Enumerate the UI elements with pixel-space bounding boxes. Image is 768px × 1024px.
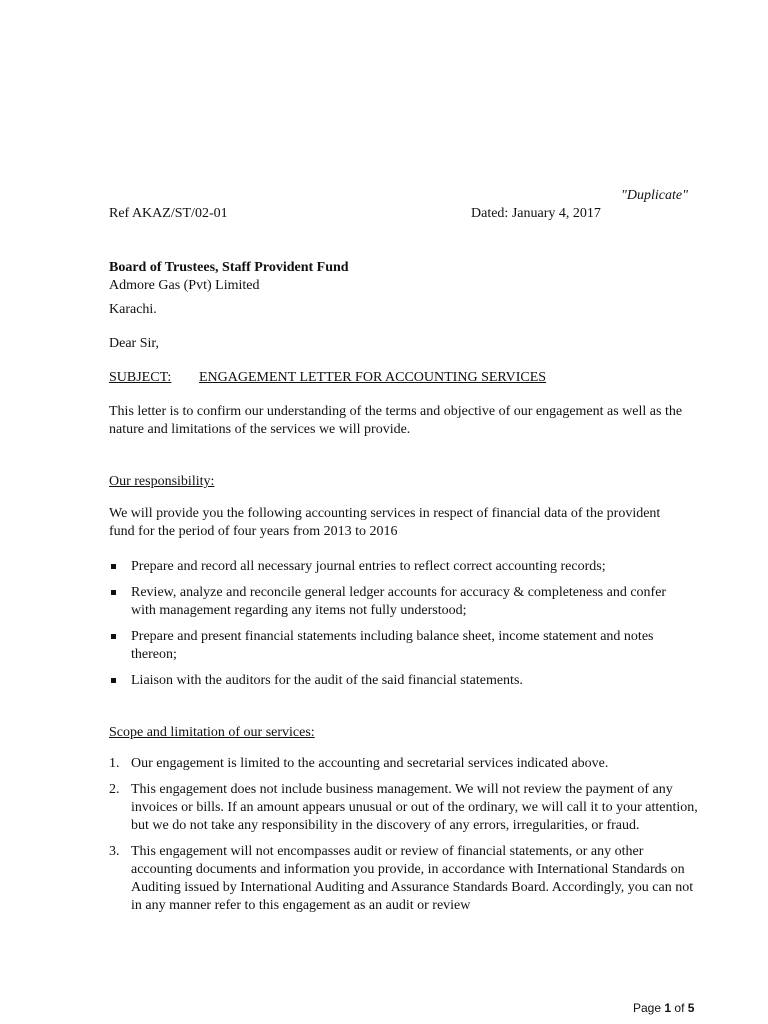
bullet-icon [111, 590, 116, 595]
list-item-text: Review, analyze and reconcile general ledger accounts for accuracy & completeness and confer with management regarding any items not fully understood; [131, 585, 667, 618]
scope-heading: Scope and limitation of our services: [109, 725, 315, 740]
list-item [109, 755, 699, 773]
letter-date: Dated: January 4, 2017 [471, 206, 601, 221]
page-total: 5 [687, 1001, 695, 1015]
duplicate-mark: "Duplicate" [621, 188, 688, 203]
page-of: of [674, 1001, 685, 1015]
list-item-text: Prepare and record all necessary journal entries to reflect correct accounting records; [131, 559, 606, 574]
responsibility-intro: We will provide you the following accounting services in respect of financial data of the provident fund for the period of four years from 2013 to 2016 [109, 506, 661, 539]
list-item-text: Prepare and present financial statements including balance sheet, income statement and notes thereon; [131, 629, 654, 662]
list-item [109, 628, 689, 664]
subject-label: SUBJECT: [109, 370, 172, 385]
list-item-number: 3. [109, 844, 120, 859]
reference-number: Ref AKAZ/ST/02-01 [109, 206, 228, 221]
responsibility-list [109, 558, 689, 698]
list-item [109, 781, 699, 835]
list-item-number: 1. [109, 756, 120, 771]
scope-list [109, 755, 699, 923]
list-item-text: Our engagement is limited to the accounting and secretarial services indicated above. [131, 756, 609, 771]
list-item [109, 584, 689, 620]
bullet-icon [111, 634, 116, 639]
list-item [109, 558, 689, 576]
list-item [109, 843, 699, 915]
list-item-text: This engagement will not encompasses audit or review of financial statements, or any other accounting documents and information you provide, in accordance with International Standards on Auditing issued by International Auditing and Assurance Standards Board. Accordingly, you can not in any manner refer to this engagement as an audit or review [131, 844, 694, 913]
salutation: Dear Sir, [109, 336, 159, 351]
responsibility-heading: Our responsibility: [109, 474, 215, 489]
list-item-text: This engagement does not include business management. We will not review the payment of any invoices or bills. If an amount appears unusual or out of the ordinary, we will call it to your attention, but we do not take any responsibility in the discovery of any errors, irregularities, or fraud. [131, 782, 698, 833]
subject-text: ENGAGEMENT LETTER FOR ACCOUNTING SERVICES [199, 370, 547, 385]
intro-paragraph: This letter is to confirm our understanding of the terms and objective of our engagement as well as the nature and limitations of the services we will provide. [109, 404, 683, 437]
list-item-text: Liaison with the auditors for the audit of the said financial statements. [131, 673, 523, 688]
page-label: Page [633, 1001, 662, 1015]
list-item-number: 2. [109, 782, 120, 797]
page-current: 1 [664, 1001, 672, 1015]
recipient-company: Admore Gas (Pvt) Limited [109, 278, 260, 293]
list-item [109, 672, 689, 690]
bullet-icon [111, 564, 116, 569]
recipient-name: Board of Trustees, Staff Provident Fund [109, 260, 349, 275]
subject-line [109, 369, 546, 387]
bullet-icon [111, 678, 116, 683]
page-number [633, 999, 694, 1017]
recipient-city: Karachi. [109, 302, 157, 317]
